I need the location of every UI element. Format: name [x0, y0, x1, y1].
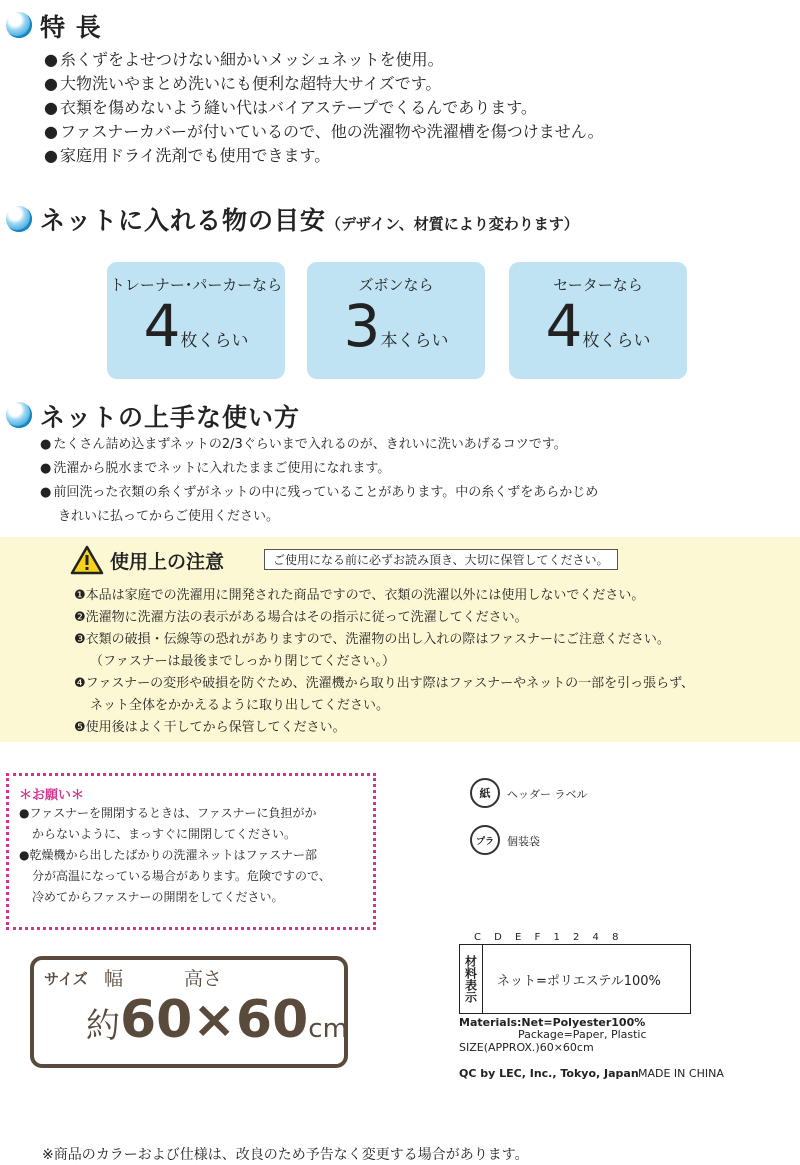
caution-item: ❸衣類の破損・伝線等の恐れがありますので、洗濯物の出し入れの際はファスナーにご注意ください。: [74, 632, 670, 647]
guide-title: [40, 201, 579, 237]
size-label: サイズ: [44, 970, 88, 988]
guide-subtitle: （デザイン、材質により変わります）: [326, 215, 579, 233]
caution-item: ❺使用後はよく干してから保管してください。: [74, 720, 346, 735]
materials-line: Materials:Net=Polyester100%: [459, 1016, 646, 1029]
usage-title: ネットの上手な使い方: [40, 403, 301, 432]
section-bullet-icon: [6, 402, 32, 428]
request-item: 分が高温になっている場合があります。危険ですので、: [32, 869, 331, 883]
guide-box-unit: 本くらい: [380, 331, 449, 351]
request-item: からないように、まっすぐに開閉してください。: [32, 827, 297, 841]
materials-table: [459, 944, 691, 1014]
guide-box-label: トレーナー･パーカーなら: [109, 276, 283, 294]
qc-line: QC by LEC, Inc., Tokyo, Japan: [459, 1067, 639, 1080]
list-item: ● 大物洗いやまとめ洗いにも便利な超特大サイズです。: [44, 72, 604, 96]
guide-box-sweater: [509, 262, 687, 379]
guide-box-label: ズボンなら: [358, 276, 434, 294]
list-item: ● ファスナーカバーが付いているので、他の洗濯物や洗濯槽を傷つけません。: [44, 120, 604, 144]
materials-table-label: 材料表示: [460, 945, 483, 1013]
caution-list: [74, 585, 694, 739]
guide-box-unit: 枚くらい: [180, 331, 249, 351]
caution-panel: [0, 537, 800, 742]
paper-recycle-label: ヘッダー ラベル: [507, 788, 588, 801]
materials-size: SIZE(APPROX.)60×60cm: [459, 1041, 594, 1054]
product-code: C D E F 1 2 4 8: [474, 932, 624, 943]
size-box: [30, 956, 348, 1068]
plastic-recycle-label: 個装袋: [507, 835, 540, 848]
request-box: [6, 773, 376, 930]
request-list: [19, 803, 363, 908]
list-item: ● 家庭用ドライ洗剤でも使用できます。: [44, 144, 604, 168]
warning-icon: [70, 545, 104, 575]
features-title: 特 長: [40, 13, 102, 42]
size-width-label: 幅: [104, 968, 124, 990]
origin-line: MADE IN CHINA: [638, 1067, 724, 1080]
size-height-label: 高さ: [184, 968, 223, 990]
list-item: ● 洗濯から脱水までネットに入れたままご使用になれます。: [40, 457, 598, 481]
guide-box-pants: [307, 262, 485, 379]
section-bullet-icon: [6, 206, 32, 232]
guide-box-label: セーターなら: [553, 276, 643, 294]
section-bullet-icon: [6, 12, 32, 38]
request-title: ＊お願い＊: [19, 788, 85, 803]
caution-note: ご使用になる前に必ずお読み頂き、大切に保管してください。: [264, 549, 618, 570]
list-item-continuation: きれいに払ってからご使用ください。: [58, 509, 280, 524]
guide-box-number: 4: [143, 292, 181, 360]
guide-title-text: ネットに入れる物の目安: [40, 206, 327, 235]
request-item: 冷めてからファスナーの開閉をしてください。: [32, 890, 284, 904]
size-prefix: 約: [86, 1006, 120, 1046]
guide-box-number: 4: [545, 292, 583, 360]
guide-box-number: 3: [343, 292, 381, 360]
materials-table-value: ネット=ポリエステル100%: [497, 973, 661, 989]
size-value-line: [86, 990, 348, 1050]
list-item: ● たくさん詰め込まずネットの2/3ぐらいまで入れるのが、きれいに洗いあげるコツです。: [40, 433, 598, 457]
footer-note: ※商品のカラーおよび仕様は、改良のため予告なく変更する場合があります。: [42, 1147, 529, 1163]
list-item: ● 衣類を傷めないよう縫い代はバイアステープでくるんであります。: [44, 96, 604, 120]
request-item: ● 乾燥機から出したばかりの洗濯ネットはファスナー部: [19, 845, 363, 866]
materials-package: Package=Paper, Plastic: [518, 1028, 647, 1041]
usage-list: [40, 433, 598, 529]
features-list: [44, 48, 604, 168]
caution-item: ネット全体をかかえるように取り出してください。: [90, 698, 390, 713]
guide-box-trainer: [107, 262, 285, 379]
plastic-recycle-icon: プラ: [470, 825, 500, 855]
list-item: ● 前回洗った衣類の糸くずがネットの中に残っていることがあります。中の糸くずをあらかじめ: [40, 481, 598, 505]
paper-recycle-icon: 紙: [470, 778, 500, 808]
caution-item: ❹ファスナーの変形や破損を防ぐため、洗濯機から取り出す際はファスナーやネットの一部を引っ張らず、: [74, 676, 695, 691]
list-item: ● 糸くずをよせつけない細かいメッシュネットを使用。: [44, 48, 604, 72]
caution-item: （ファスナーは最後までしっかり閉じてください。）: [90, 654, 395, 669]
caution-item: ❷洗濯物に洗濯方法の表示がある場合はその指示に従って洗濯してください。: [74, 610, 528, 625]
size-value: 60×60: [120, 990, 309, 1050]
request-item: ● ファスナーを開閉するときは、ファスナーに負担がか: [19, 803, 363, 824]
size-unit: cm: [308, 1014, 348, 1044]
caution-title: 使用上の注意: [110, 551, 225, 573]
guide-box-unit: 枚くらい: [582, 331, 651, 351]
caution-item: ❶本品は家庭での洗濯用に開発された商品ですので、衣類の洗濯以外には使用しないでください。: [74, 588, 645, 603]
